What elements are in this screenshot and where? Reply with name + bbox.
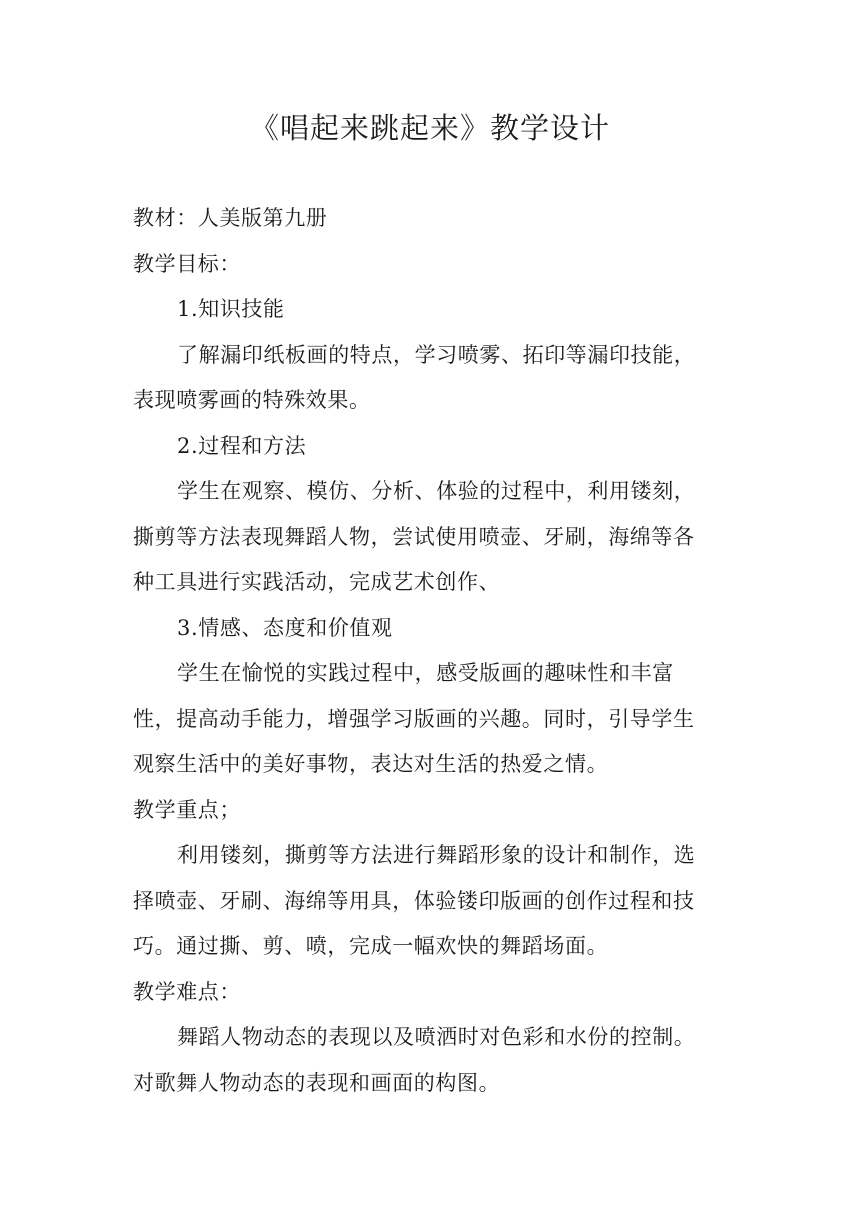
goal3-text-line: 学生在愉悦的实践过程中，感受版画的趣味性和丰富 xyxy=(177,661,674,685)
key-points-line: 择喷壶、牙刷、海绵等用具，体验镂印版画的创作过程和技 xyxy=(133,888,695,913)
goal3-text-line: 性，提高动手能力，增强学习版画的兴趣。同时，引导学生 xyxy=(133,706,695,731)
material-line: 教材：人美版第九册 xyxy=(133,206,328,230)
goal2-text-line: 种工具进行实践活动，完成艺术创作、 xyxy=(133,570,501,594)
difficulties-heading: 教学难点： xyxy=(133,979,241,1004)
key-points-line: 利用镂刻，撕剪等方法进行舞蹈形象的设计和制作，选 xyxy=(177,843,696,867)
goal2-heading: 2.过程和方法 xyxy=(177,433,307,458)
document-title: 《唱起来跳起来》教学设计 xyxy=(249,111,610,145)
key-points-heading: 教学重点； xyxy=(133,797,241,822)
goal2-text-line: 撕剪等方法表现舞蹈人物，尝试使用喷壶、牙刷，海绵等各 xyxy=(133,524,695,549)
goal3-text-line: 观察生活中的美好事物，表达对生活的热爱之情。 xyxy=(133,752,609,776)
document-body xyxy=(133,196,733,1106)
goal1-text-line: 了解漏印纸板画的特点，学习喷雾、拓印等漏印技能， xyxy=(177,342,696,367)
goal2-text-line: 学生在观察、模仿、分析、体验的过程中，利用镂刻， xyxy=(177,479,696,503)
goal3-heading: 3.情感、态度和价值观 xyxy=(177,615,393,640)
difficulties-line: 舞蹈人物动态的表现以及喷洒时对色彩和水份的控制。 xyxy=(177,1025,696,1049)
goal1-text-line: 表现喷雾画的特殊效果。 xyxy=(133,388,371,412)
goal1-heading: 1.知识技能 xyxy=(177,297,285,321)
difficulties-line: 对歌舞人物动态的表现和画面的构图。 xyxy=(133,1070,501,1095)
goals-heading: 教学目标： xyxy=(133,251,241,276)
key-points-line: 巧。通过撕、剪、喷，完成一幅欢快的舞蹈场面。 xyxy=(133,934,609,958)
